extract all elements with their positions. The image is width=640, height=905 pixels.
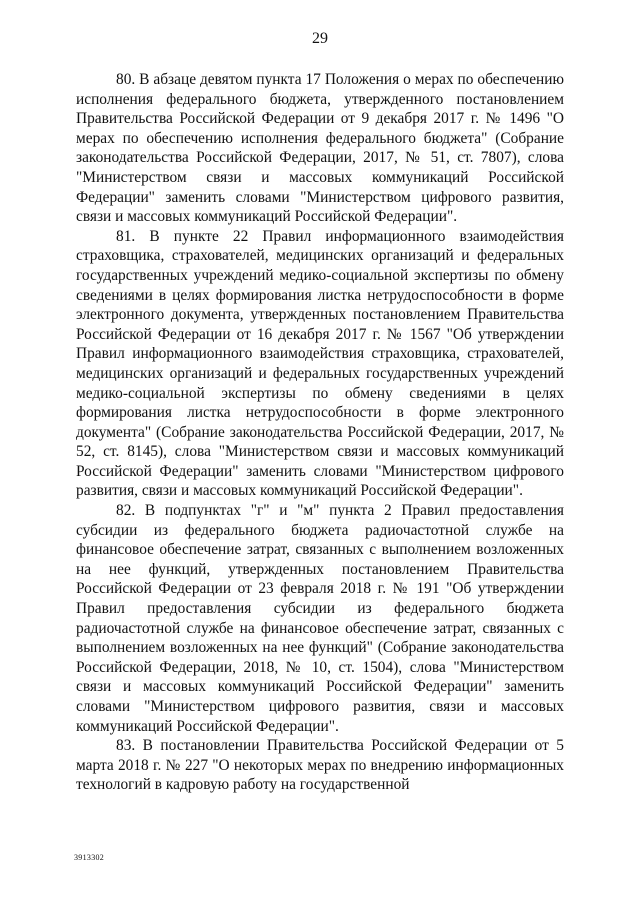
document-body: [76, 70, 564, 795]
paragraph-80: 80. В абзаце девятом пункта 17 Положения о мерах по обеспечению исполнения федерального бюджета, утвержденного постановлением Правительства Российской Федерации от 9 декабря 2017 г. № 1496 "О мерах по обеспечению исполнения федерального бюджета" (Собрание законодательства Российской Федерации, 2017, № 51, ст. 7807), слова "Министерством связи и массовых коммуникаций Российской Федерации" заменить словами "Министерством цифрового развития, связи и массовых коммуникаций Российской Федерации".: [76, 71, 564, 226]
paragraph-81: 81. В пункте 22 Правил информационного взаимодействия страховщика, страхователей, медицинских организаций и федеральных государственных учреждений медико-социальной экспертизы по обмену сведениями в целях формирования листка нетрудоспособности в форме электронного документа, утвержденных постановлением Правительства Российской Федерации от 16 декабря 2017 г. № 1567 "Об утверждении Правил информационного взаимодействия страховщика, страхователей, медицинских организаций и федеральных государственных учреждений медико-социальной экспертизы по обмену сведениями в целях формирования листка нетрудоспособности в форме электронного документа" (Собрание законодательства Российской Федерации, 2017, № 52, ст. 8145), слова "Министерством связи и массовых коммуникаций Российской Федерации" заменить словами "Министерством цифрового развития, связи и массовых коммуникаций Российской Федерации".: [76, 227, 564, 500]
page-number: 29: [312, 30, 328, 47]
paragraph-83: 83. В постановлении Правительства Российской Федерации от 5 марта 2018 г. № 227 "О некоторых мерах по внедрению информационных технологий в кадровую работу на государственной: [76, 737, 564, 794]
document-code: 3913302: [74, 853, 105, 862]
paragraph-82: 82. В подпунктах "г" и "м" пункта 2 Правил предоставления субсидии из федерального бюджета радиочастотной службе на финансовое обеспечение затрат, связанных с выполнением возложенных на нее функций, утвержденных постановлением Правительства Российской Федерации от 23 февраля 2018 г. № 191 "Об утверждении Правил предоставления субсидии из федерального бюджета радиочастотной службе на финансовое обеспечение затрат, связанных с выполнением возложенных на нее функций" (Собрание законодательства Российской Федерации, 2018, № 10, ст. 1504), слова "Министерством связи и массовых коммуникаций Российской Федерации" заменить словами "Министерством цифрового развития, связи и массовых коммуникаций Российской Федерации".: [76, 502, 564, 735]
